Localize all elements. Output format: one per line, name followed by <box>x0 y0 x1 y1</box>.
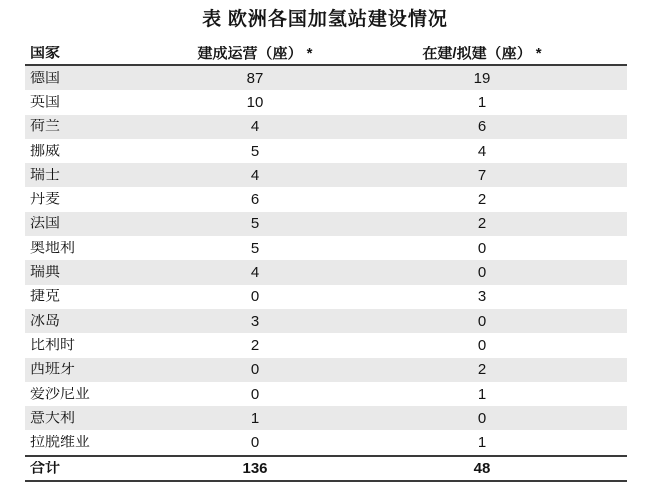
column-header-built: 建成运营（座） * <box>197 45 313 61</box>
total-label: 合计 <box>30 460 61 476</box>
table-row <box>25 90 627 114</box>
table-row <box>25 285 627 309</box>
built-cell: 6 <box>250 192 260 208</box>
planned-cell: 4 <box>477 143 487 159</box>
built-cell: 5 <box>250 143 260 159</box>
built-cell: 5 <box>250 216 260 232</box>
built-cell: 0 <box>250 362 260 378</box>
planned-cell: 1 <box>477 386 487 402</box>
built-cell: 87 <box>246 70 264 86</box>
built-cell: 5 <box>250 240 260 256</box>
table-title: 表 欧洲各国加氢站建设情况 <box>202 9 448 30</box>
planned-cell: 1 <box>477 94 487 110</box>
column-header-country: 国家 <box>30 45 61 61</box>
planned-cell: 6 <box>477 119 487 135</box>
table-row <box>25 309 627 333</box>
built-cell: 3 <box>250 313 260 329</box>
table-row <box>25 236 627 260</box>
country-cell: 意大利 <box>30 410 76 426</box>
built-cell: 4 <box>250 119 260 135</box>
planned-cell: 2 <box>477 216 487 232</box>
country-cell: 瑞士 <box>30 167 61 183</box>
table-body <box>25 66 627 455</box>
table-row <box>25 260 627 284</box>
built-cell: 2 <box>250 337 260 353</box>
total-planned-value: 48 <box>473 460 491 476</box>
planned-cell: 0 <box>477 313 487 329</box>
table-header-row <box>25 42 627 66</box>
table-row <box>25 163 627 187</box>
country-cell: 挪威 <box>30 143 61 159</box>
country-cell: 冰岛 <box>30 313 61 329</box>
table-row <box>25 187 627 211</box>
country-cell: 西班牙 <box>30 362 76 378</box>
planned-cell: 0 <box>477 410 487 426</box>
built-cell: 1 <box>250 410 260 426</box>
country-cell: 拉脱维亚 <box>30 435 91 451</box>
country-cell: 丹麦 <box>30 192 61 208</box>
table-row <box>25 139 627 163</box>
country-cell: 比利时 <box>30 337 76 353</box>
country-cell: 德国 <box>30 70 61 86</box>
planned-cell: 0 <box>477 337 487 353</box>
planned-cell: 0 <box>477 240 487 256</box>
column-header-planned: 在建/拟建（座） * <box>422 45 542 61</box>
built-cell: 4 <box>250 265 260 281</box>
built-cell: 10 <box>246 94 264 110</box>
total-built-value: 136 <box>242 460 268 476</box>
table-row <box>25 358 627 382</box>
built-cell: 0 <box>250 435 260 451</box>
country-cell: 荷兰 <box>30 119 61 135</box>
table-row <box>25 406 627 430</box>
table-row <box>25 66 627 90</box>
planned-cell: 7 <box>477 167 487 183</box>
table-row <box>25 115 627 139</box>
country-cell: 法国 <box>30 216 61 232</box>
country-cell: 捷克 <box>30 289 61 305</box>
table-total-row <box>25 455 627 482</box>
planned-cell: 2 <box>477 192 487 208</box>
planned-cell: 2 <box>477 362 487 378</box>
built-cell: 0 <box>250 289 260 305</box>
hydrogen-stations-table <box>25 42 627 482</box>
planned-cell: 19 <box>473 70 491 86</box>
built-cell: 0 <box>250 386 260 402</box>
country-cell: 瑞典 <box>30 265 61 281</box>
planned-cell: 1 <box>477 435 487 451</box>
country-cell: 英国 <box>30 94 61 110</box>
country-cell: 奥地利 <box>30 240 76 256</box>
table-row <box>25 333 627 357</box>
table-row <box>25 212 627 236</box>
table-row <box>25 430 627 454</box>
planned-cell: 0 <box>477 265 487 281</box>
built-cell: 4 <box>250 167 260 183</box>
table-row <box>25 382 627 406</box>
planned-cell: 3 <box>477 289 487 305</box>
country-cell: 爱沙尼亚 <box>30 386 91 402</box>
